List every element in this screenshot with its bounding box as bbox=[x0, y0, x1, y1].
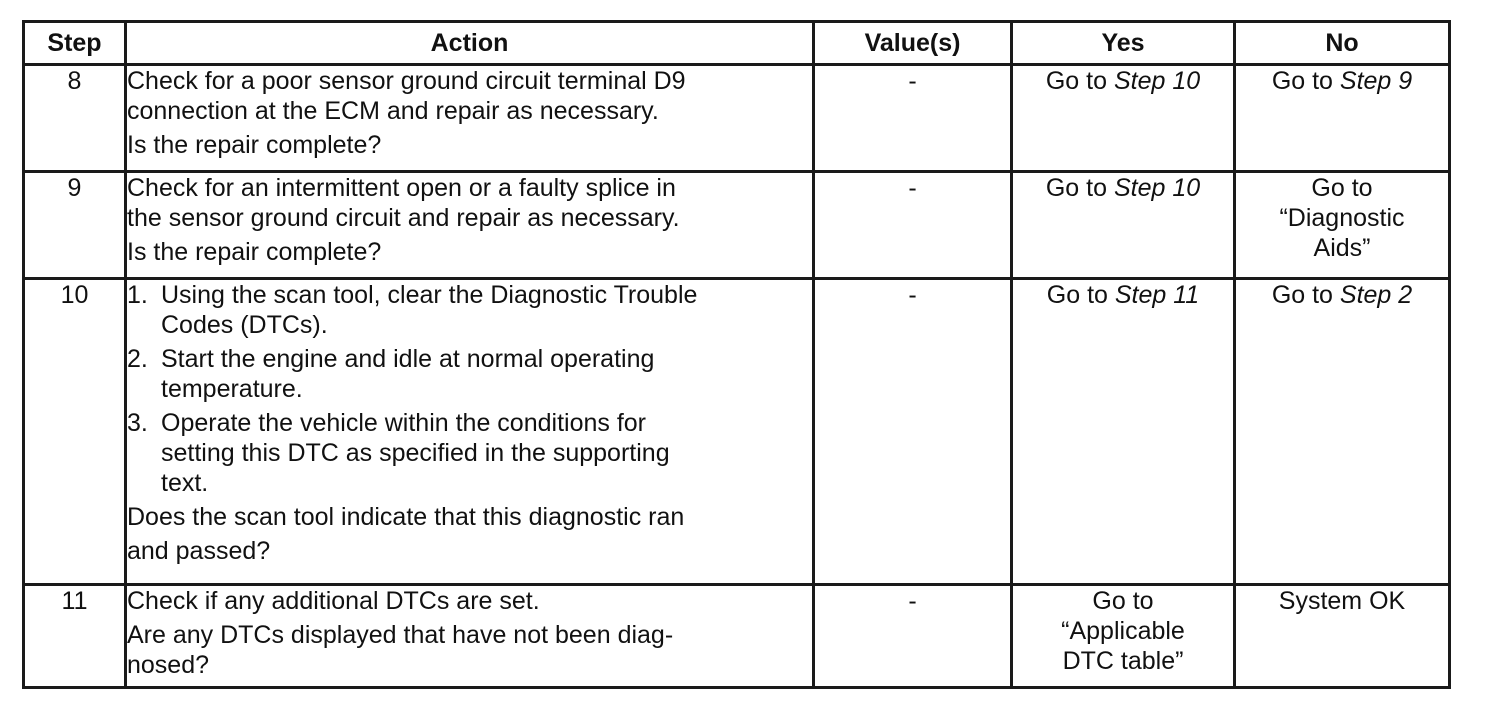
table-row bbox=[24, 65, 1450, 172]
step-number: 8 bbox=[24, 65, 126, 172]
yes-text: DTC table” bbox=[1062, 647, 1184, 675]
yes-prefix: Go to bbox=[1045, 174, 1114, 202]
table-row bbox=[24, 172, 1450, 279]
substep-item bbox=[127, 408, 812, 498]
header-no: No bbox=[1235, 22, 1450, 65]
no-text: Aids” bbox=[1313, 234, 1371, 262]
substep-text: text. bbox=[161, 469, 209, 497]
substep-text: Codes (DTCs). bbox=[161, 311, 328, 339]
yes-text: “Applicable bbox=[1061, 617, 1185, 645]
header-values: Value(s) bbox=[814, 22, 1012, 65]
no-prefix: Go to bbox=[1271, 67, 1340, 95]
action-cell bbox=[126, 65, 814, 172]
yes-step-link: Step 10 bbox=[1113, 67, 1201, 95]
substep-number: 3. bbox=[127, 409, 148, 437]
yes-cell bbox=[1012, 279, 1235, 585]
action-text: connection at the ECM and repair as necessary. bbox=[127, 97, 659, 125]
no-prefix: Go to bbox=[1271, 281, 1340, 309]
substep-item bbox=[127, 344, 812, 404]
no-cell bbox=[1235, 65, 1450, 172]
action-question: and passed? bbox=[127, 537, 271, 565]
action-text: the sensor ground circuit and repair as necessary. bbox=[127, 204, 680, 232]
header-action: Action bbox=[126, 22, 814, 65]
action-question: Is the repair complete? bbox=[127, 131, 382, 159]
table-row bbox=[24, 279, 1450, 585]
no-cell bbox=[1235, 279, 1450, 585]
action-question: Does the scan tool indicate that this diagnostic ran bbox=[127, 503, 685, 531]
no-cell bbox=[1235, 172, 1450, 279]
step-number: 11 bbox=[24, 585, 126, 688]
yes-step-link: Step 11 bbox=[1114, 281, 1200, 309]
action-text: Check for a poor sensor ground circuit terminal D9 bbox=[127, 67, 686, 95]
substep-number: 1. bbox=[127, 281, 148, 309]
substep-number: 2. bbox=[127, 345, 148, 373]
action-text: Check if any additional DTCs are set. bbox=[127, 587, 540, 615]
action-cell bbox=[126, 585, 814, 688]
value-cell: - bbox=[814, 172, 1012, 279]
no-text: Go to bbox=[1311, 174, 1373, 202]
yes-cell bbox=[1012, 172, 1235, 279]
action-cell bbox=[126, 279, 814, 585]
no-step-link: Step 2 bbox=[1339, 281, 1413, 309]
value-cell: - bbox=[814, 279, 1012, 585]
value-cell: - bbox=[814, 585, 1012, 688]
action-text: Check for an intermittent open or a faulty splice in bbox=[127, 174, 676, 202]
action-cell bbox=[126, 172, 814, 279]
no-step-link: Step 9 bbox=[1339, 67, 1413, 95]
step-number: 9 bbox=[24, 172, 126, 279]
substep-text: setting this DTC as specified in the supporting bbox=[161, 439, 670, 467]
header-yes: Yes bbox=[1012, 22, 1235, 65]
header-row bbox=[24, 22, 1450, 65]
substep-text: Using the scan tool, clear the Diagnostic Trouble bbox=[161, 281, 698, 309]
substep-item bbox=[127, 280, 812, 340]
action-question: Are any DTCs displayed that have not been diag- bbox=[127, 621, 674, 649]
diagnostic-table bbox=[22, 20, 1451, 689]
substep-text: Start the engine and idle at normal operating bbox=[161, 345, 655, 373]
action-question: nosed? bbox=[127, 651, 210, 679]
yes-step-link: Step 10 bbox=[1113, 174, 1201, 202]
yes-cell bbox=[1012, 65, 1235, 172]
no-text: “Diagnostic bbox=[1279, 204, 1405, 232]
substep-text: Operate the vehicle within the conditions for bbox=[161, 409, 646, 437]
yes-text: Go to bbox=[1092, 587, 1154, 615]
yes-cell bbox=[1012, 585, 1235, 688]
action-question: Is the repair complete? bbox=[127, 238, 382, 266]
no-cell: System OK bbox=[1235, 585, 1450, 688]
yes-prefix: Go to bbox=[1045, 67, 1114, 95]
substep-text: temperature. bbox=[161, 375, 303, 403]
step-number: 10 bbox=[24, 279, 126, 585]
yes-prefix: Go to bbox=[1046, 281, 1115, 309]
value-cell: - bbox=[814, 65, 1012, 172]
header-step: Step bbox=[24, 22, 126, 65]
substep-list bbox=[127, 280, 812, 498]
table-row bbox=[24, 585, 1450, 688]
